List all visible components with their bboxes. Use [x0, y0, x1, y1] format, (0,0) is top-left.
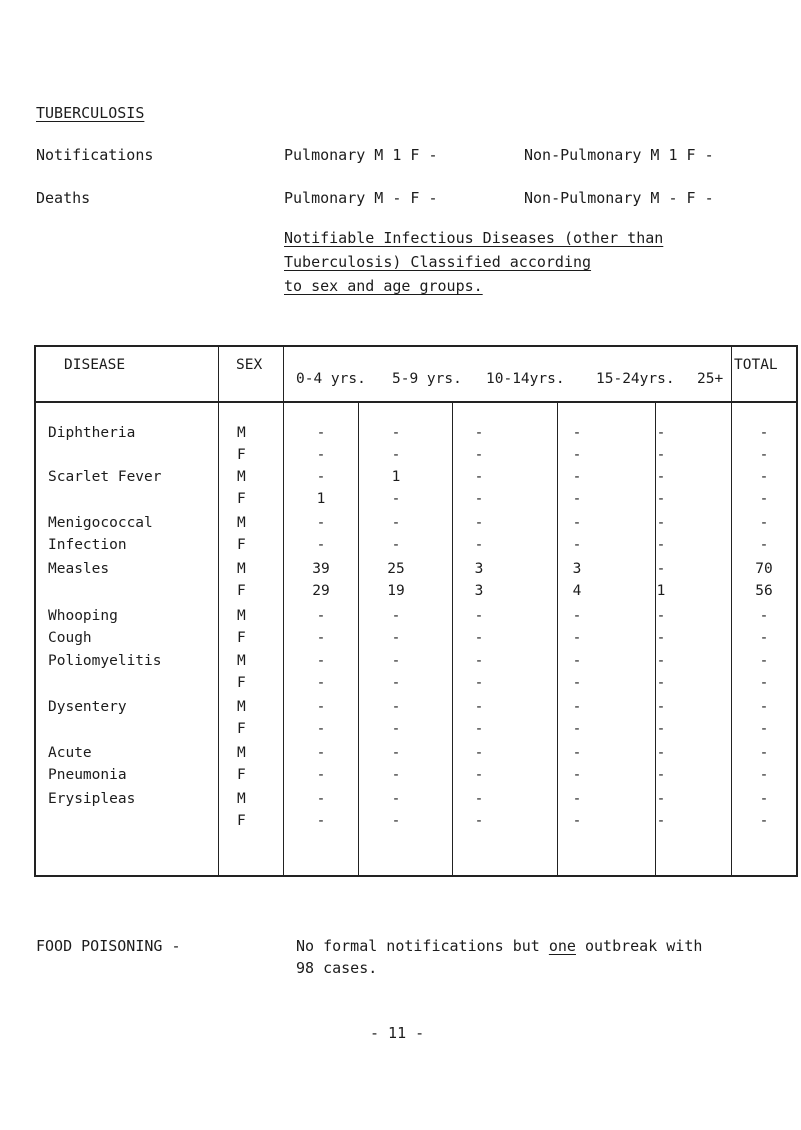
age-count-cell: -: [572, 791, 582, 807]
col-divider-age3: [557, 401, 558, 877]
total-cell: 56: [755, 583, 773, 599]
age-count-cell: 19: [387, 583, 405, 599]
age-count-cell: -: [572, 469, 582, 485]
age-count-cell: -: [316, 537, 326, 553]
age-count-cell: -: [391, 675, 401, 691]
age-count-cell: 4: [572, 583, 582, 599]
total-cell: -: [759, 675, 769, 691]
age-count-cell: -: [316, 630, 326, 646]
notifications-pulmonary: Pulmonary M 1 F -: [284, 146, 438, 164]
sex-f: F: [237, 630, 246, 646]
age-count-cell: -: [656, 699, 666, 715]
total-cell: -: [759, 630, 769, 646]
age-count-cell: 25: [387, 561, 405, 577]
age-count-cell: -: [316, 675, 326, 691]
sex-m: M: [237, 561, 246, 577]
age-count-cell: -: [572, 491, 582, 507]
food-poisoning-text-underlined: one: [548, 937, 576, 955]
total-cell: -: [759, 699, 769, 715]
age-count-cell: -: [474, 537, 484, 553]
age-count-cell: -: [391, 745, 401, 761]
food-poisoning-text-line1: [296, 937, 702, 955]
sex-m: M: [237, 699, 246, 715]
table-title-line1: Notifiable Infectious Diseases (other than: [284, 229, 664, 247]
age-count-cell: -: [572, 630, 582, 646]
sex-m: M: [237, 515, 246, 531]
age-count-cell: -: [474, 767, 484, 783]
age-count-cell: -: [656, 491, 666, 507]
disease-name: Diphtheria: [48, 425, 136, 441]
age-count-cell: -: [474, 491, 484, 507]
disease-name: Infection: [48, 537, 127, 553]
age-count-cell: -: [391, 767, 401, 783]
age-count-cell: -: [474, 447, 484, 463]
age-count-cell: -: [391, 653, 401, 669]
table-top-border: [34, 345, 797, 347]
sex-f: F: [237, 813, 246, 829]
age-count-cell: -: [474, 745, 484, 761]
sex-m: M: [237, 469, 246, 485]
table-header-border: [34, 401, 797, 403]
age-count-cell: 3: [572, 561, 582, 577]
total-cell: -: [759, 537, 769, 553]
deaths-label: Deaths: [36, 189, 91, 207]
age-count-cell: 3: [474, 583, 484, 599]
header-age-5-9: 5-9 yrs.: [392, 371, 462, 387]
sex-f: F: [237, 583, 246, 599]
age-count-cell: -: [572, 813, 582, 829]
total-cell: -: [759, 767, 769, 783]
age-count-cell: -: [656, 515, 666, 531]
total-cell: -: [759, 745, 769, 761]
age-count-cell: -: [316, 745, 326, 761]
age-count-cell: -: [474, 699, 484, 715]
page-heading: TUBERCULOSIS: [36, 104, 145, 122]
col-divider-sex: [218, 345, 219, 877]
age-count-cell: -: [572, 515, 582, 531]
total-cell: 70: [755, 561, 773, 577]
age-count-cell: -: [572, 745, 582, 761]
age-count-cell: -: [572, 675, 582, 691]
age-count-cell: -: [316, 447, 326, 463]
age-count-cell: -: [656, 608, 666, 624]
sex-m: M: [237, 425, 246, 441]
age-count-cell: -: [474, 653, 484, 669]
age-count-cell: -: [572, 425, 582, 441]
total-cell: -: [759, 813, 769, 829]
total-cell: -: [759, 447, 769, 463]
disease-table: [34, 345, 797, 877]
sex-f: F: [237, 537, 246, 553]
disease-name: Measles: [48, 561, 110, 577]
age-count-cell: -: [391, 447, 401, 463]
age-count-cell: -: [656, 675, 666, 691]
table-left-border: [34, 345, 36, 877]
table-title-line3: to sex and age groups.: [284, 277, 483, 295]
header-disease: DISEASE: [64, 357, 126, 373]
deaths-pulmonary: Pulmonary M - F -: [284, 189, 438, 207]
age-count-cell: -: [474, 675, 484, 691]
sex-f: F: [237, 491, 246, 507]
total-cell: -: [759, 608, 769, 624]
header-age-25-plus: 25+: [697, 371, 724, 387]
age-count-cell: -: [391, 608, 401, 624]
age-count-cell: -: [572, 699, 582, 715]
sex-f: F: [237, 767, 246, 783]
col-divider-total: [731, 345, 732, 877]
table-right-border: [796, 345, 798, 877]
age-count-cell: -: [656, 561, 666, 577]
age-count-cell: -: [656, 425, 666, 441]
age-count-cell: -: [474, 608, 484, 624]
sex-m: M: [237, 791, 246, 807]
header-age-15-24: 15-24yrs.: [596, 371, 675, 387]
col-divider-age1: [358, 401, 359, 877]
page-number: - 11 -: [370, 1024, 425, 1042]
age-count-cell: -: [316, 469, 326, 485]
disease-name: Menigococcal: [48, 515, 153, 531]
age-count-cell: -: [656, 653, 666, 669]
notifications-non-pulmonary: Non-Pulmonary M 1 F -: [524, 146, 714, 164]
age-count-cell: -: [316, 425, 326, 441]
age-count-cell: -: [316, 515, 326, 531]
age-count-cell: -: [474, 515, 484, 531]
age-count-cell: 3: [474, 561, 484, 577]
age-count-cell: 1: [391, 469, 401, 485]
age-count-cell: -: [391, 425, 401, 441]
age-count-cell: 1: [656, 583, 666, 599]
disease-name: Erysipleas: [48, 791, 136, 807]
age-count-cell: -: [316, 699, 326, 715]
sex-m: M: [237, 608, 246, 624]
age-count-cell: -: [656, 767, 666, 783]
disease-name: Cough: [48, 630, 92, 646]
header-total: TOTAL: [734, 357, 778, 373]
sex-f: F: [237, 721, 246, 737]
age-count-cell: -: [316, 767, 326, 783]
age-count-cell: -: [474, 469, 484, 485]
age-count-cell: -: [572, 537, 582, 553]
age-count-cell: -: [474, 630, 484, 646]
table-bottom-border: [34, 875, 797, 877]
total-cell: -: [759, 425, 769, 441]
sex-m: M: [237, 745, 246, 761]
disease-name: Pneumonia: [48, 767, 127, 783]
age-count-cell: -: [316, 791, 326, 807]
age-count-cell: -: [391, 813, 401, 829]
food-poisoning-text-line2: 98 cases.: [296, 959, 378, 977]
age-count-cell: -: [474, 425, 484, 441]
age-count-cell: -: [656, 537, 666, 553]
total-cell: -: [759, 653, 769, 669]
food-poisoning-text-pre: No formal notifications but: [296, 937, 540, 955]
disease-name: Whooping: [48, 608, 118, 624]
age-count-cell: -: [316, 813, 326, 829]
age-count-cell: -: [391, 721, 401, 737]
age-count-cell: -: [656, 813, 666, 829]
age-count-cell: 29: [312, 583, 330, 599]
age-count-cell: -: [474, 813, 484, 829]
sex-f: F: [237, 675, 246, 691]
age-count-cell: -: [316, 721, 326, 737]
age-count-cell: 39: [312, 561, 330, 577]
age-count-cell: -: [391, 515, 401, 531]
age-count-cell: -: [572, 721, 582, 737]
age-count-cell: -: [572, 767, 582, 783]
deaths-non-pulmonary: Non-Pulmonary M - F -: [524, 189, 714, 207]
age-count-cell: -: [391, 491, 401, 507]
total-cell: -: [759, 515, 769, 531]
age-count-cell: 1: [316, 491, 326, 507]
age-count-cell: -: [656, 791, 666, 807]
sex-f: F: [237, 447, 246, 463]
sex-m: M: [237, 653, 246, 669]
total-cell: -: [759, 469, 769, 485]
table-title-line2: Tuberculosis) Classified according: [284, 253, 592, 271]
total-cell: -: [759, 721, 769, 737]
age-count-cell: -: [572, 447, 582, 463]
col-divider-age0: [283, 345, 284, 877]
age-count-cell: -: [391, 791, 401, 807]
food-poisoning-label: FOOD POISONING -: [36, 937, 181, 955]
age-count-cell: -: [572, 653, 582, 669]
age-count-cell: -: [391, 630, 401, 646]
age-count-cell: -: [316, 608, 326, 624]
age-count-cell: -: [391, 699, 401, 715]
age-count-cell: -: [316, 653, 326, 669]
age-count-cell: -: [656, 721, 666, 737]
age-count-cell: -: [656, 447, 666, 463]
header-age-0-4: 0-4 yrs.: [296, 371, 366, 387]
col-divider-age2: [452, 401, 453, 877]
header-age-10-14: 10-14yrs.: [486, 371, 565, 387]
age-count-cell: -: [656, 745, 666, 761]
age-count-cell: -: [474, 721, 484, 737]
food-poisoning-text-post: outbreak with: [585, 937, 703, 955]
age-count-cell: -: [656, 469, 666, 485]
age-count-cell: -: [474, 791, 484, 807]
disease-name: Acute: [48, 745, 92, 761]
header-sex: SEX: [236, 357, 263, 373]
age-count-cell: -: [391, 537, 401, 553]
disease-name: Scarlet Fever: [48, 469, 162, 485]
disease-name: Dysentery: [48, 699, 127, 715]
age-count-cell: -: [656, 630, 666, 646]
total-cell: -: [759, 491, 769, 507]
notifications-label: Notifications: [36, 146, 154, 164]
age-count-cell: -: [572, 608, 582, 624]
total-cell: -: [759, 791, 769, 807]
disease-name: Poliomyelitis: [48, 653, 162, 669]
